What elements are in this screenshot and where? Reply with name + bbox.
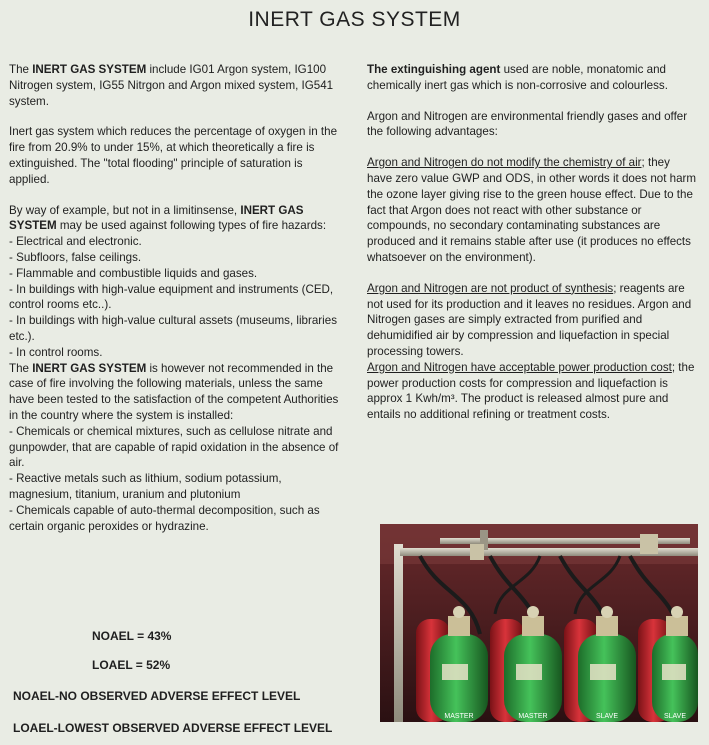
materials-list (9, 424, 339, 535)
list-item: - Subfloors, false ceilings. (9, 250, 339, 266)
gas-cylinders-photo (380, 524, 698, 722)
list-item: - In buildings with high-value cultural assets (museums, libraries etc.). (9, 313, 339, 345)
left-column (9, 62, 339, 534)
list-item: - Chemicals capable of auto-thermal decomposition, such as certain organic peroxides or hydrazine. (9, 503, 339, 535)
not-recommended-paragraph: The INERT GAS SYSTEM is however not recommended in the case of fire involving the following materials, unless the same have been tested to the satisfaction of the competent Authorities in the country where the system is installed: (9, 361, 339, 422)
cylinder-label: SLAVE (663, 713, 687, 720)
list-item: - In buildings with high-value equipment and instruments (CED, control rooms etc..). (9, 282, 339, 314)
cylinder-label: MASTER (518, 713, 548, 720)
list-item: - Flammable and combustible liquids and gases. (9, 266, 339, 282)
power-cost-paragraph: Argon and Nitrogen have acceptable power production cost; the power production costs for compression and liquefaction is approx 1 Kwh/m³. The product is released almost pure and entails no additional refining or treatment costs. (367, 360, 695, 422)
noael-value: NOAEL = 43% (92, 629, 172, 643)
advantages-intro-paragraph: Argon and Nitrogen are environmental friendly gases and offer the following advantages: (367, 109, 688, 139)
usage-paragraph: By way of example, but not in a limitinsense, INERT GAS SYSTEM may be used against following types of fire hazards: (9, 203, 327, 233)
cylinder-label: SLAVE (595, 713, 619, 720)
oxygen-reduction-paragraph: Inert gas system which reduces the percentage of oxygen in the fire from 20.9% to under 15%, at which theoretically a fire is extinguished. The "total flooding" principle of saturation is applied. (9, 125, 338, 186)
right-column (367, 62, 698, 423)
list-item: - In control rooms. (9, 345, 339, 361)
loael-definition: LOAEL-LOWEST OBSERVED ADVERSE EFFECT LEVEL (13, 721, 333, 735)
list-item: - Reactive metals such as lithium, sodium potassium, magnesium, titanium, uranium and plutonium (9, 471, 339, 503)
intro-paragraph: The INERT GAS SYSTEM include IG01 Argon system, IG100 Nitrogen system, IG55 Nitrgon and Argon mixed system, IG541 system. (9, 63, 334, 108)
cylinder-label: MASTER (444, 713, 474, 720)
list-item: - Electrical and electronic. (9, 234, 339, 250)
page-title: INERT GAS SYSTEM (248, 8, 461, 31)
list-item: - Chemicals or chemical mixtures, such as cellulose nitrate and gunpowder, that are capable of rapid oxidation in the absence of air. (9, 424, 339, 471)
hazard-list (9, 234, 339, 360)
loael-value: LOAEL = 52% (92, 658, 171, 672)
synthesis-paragraph: Argon and Nitrogen are not product of synthesis; reagents are not used for its production and it leaves no residues. Argon and Nitrogen gases are simply extracted from purified and dehumidified air by compression and liquefaction in special processing towers. (367, 281, 692, 358)
extinguishing-agent-paragraph: The extinguishing agent used are noble, monatomic and chemically inert gas which is non-corrosive and colourless. (367, 63, 668, 92)
noael-definition: NOAEL-NO OBSERVED ADVERSE EFFECT LEVEL (13, 689, 301, 703)
chemistry-paragraph: Argon and Nitrogen do not modify the chemistry of air; they have zero value GWP and ODS, in other words it does not harm the ozone layer giving rise to the green house effect. Due to the fact that Argon does not react with other substance or compounds, no secondary contaminating substances are produced and it remains stable after use (it produces no effects whatsoever on the environment). (367, 156, 697, 264)
cylinder-bank-illustration (380, 524, 698, 722)
